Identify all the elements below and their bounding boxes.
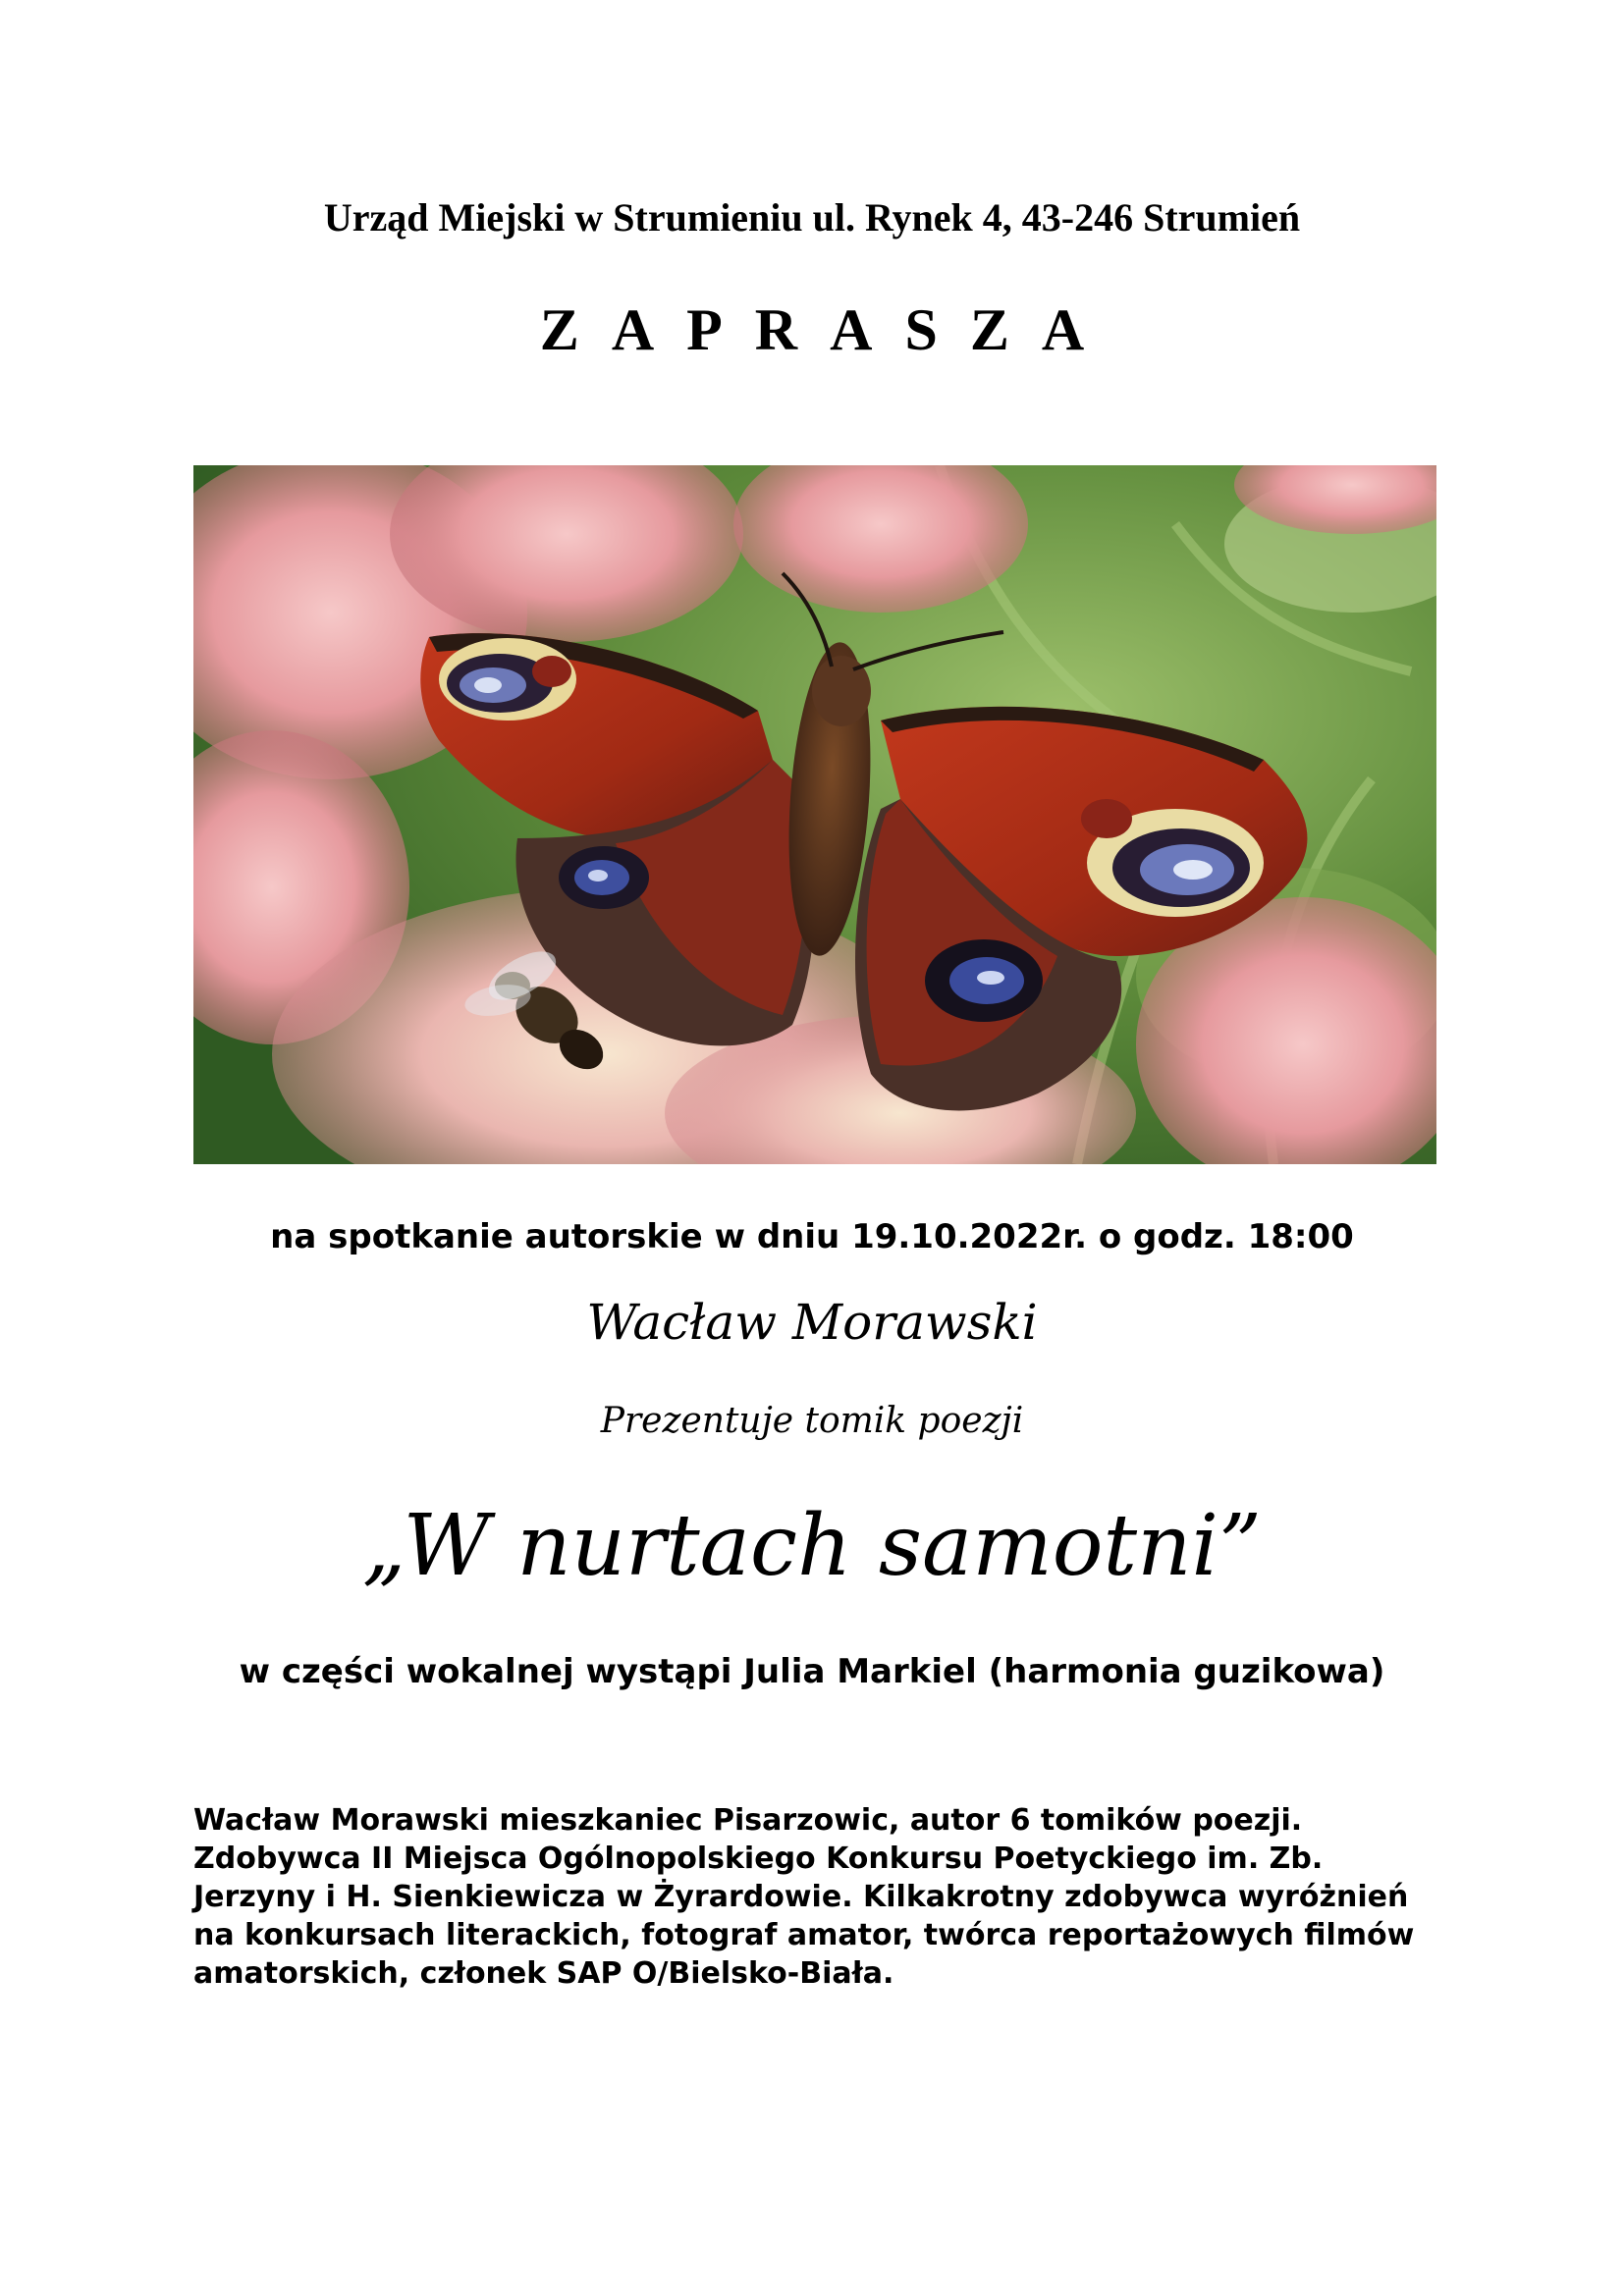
book-title: „W nurtach samotni” [362,1497,1262,1595]
presents-line: Prezentuje tomik poezji [600,1401,1024,1441]
author-name: Wacław Morawski [586,1294,1038,1351]
organizer-address: Urząd Miejski w Strumieniu ul. Rynek 4, 43-246 Strumień [323,195,1301,240]
butterfly-photo-graphic [193,465,1436,1164]
vocal-performance-info: w części wokalnej wystąpi Julia Markiel (harmonia guzikowa) [239,1652,1385,1691]
invite-heading: ZAPRASZA [539,297,1117,362]
author-bio: Wacław Morawski mieszkaniec Pisarzowic, autor 6 tomików poezji. Zdobywca II Miejsca Ogólnopolskiego Konkursu Poetyckiego im. Zb. Jerzyny i H. Sienkiewicza w Żyrardowie. Kilkakrotny zdobywca wyróżnień na konkursach literackich, fotograf amator, twórca reportażowych filmów amatorskich, członek SAP O/Bielsko-Biała. [193,1803,1415,1991]
butterfly-photo [193,465,1436,1164]
meeting-info: na spotkanie autorskie w dniu 19.10.2022r. o godz. 18:00 [270,1217,1354,1256]
